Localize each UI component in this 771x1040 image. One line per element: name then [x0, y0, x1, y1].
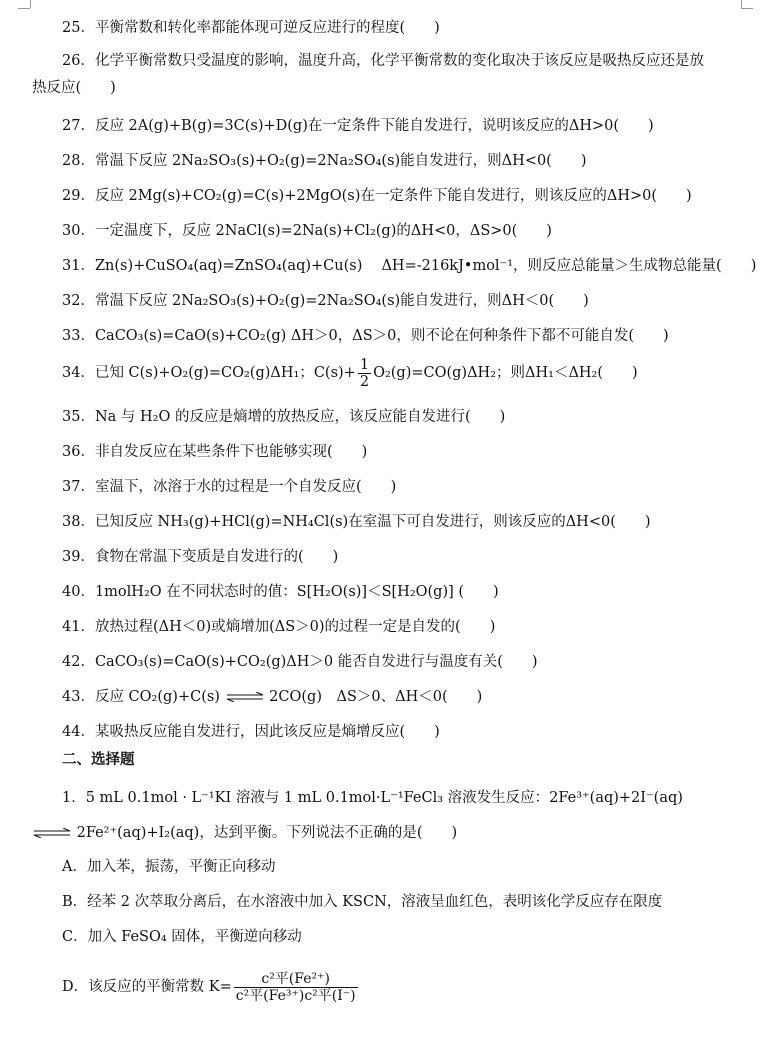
q43-after: 2CO(g) ΔS＞0、ΔH＜0( )	[269, 689, 483, 705]
crop-mark-top-left-h	[18, 8, 30, 9]
question-37: 37．室温下，冰溶于水的过程是一个自发反应( )	[62, 479, 397, 495]
question-30: 30．一定温度下，反应 2NaCl(s)=2Na(s)+Cl₂(g)的ΔH<0，ΔS>0( )	[62, 223, 552, 239]
question-26-cont: 热反应( )	[32, 80, 116, 96]
crop-mark-top-left	[30, 0, 31, 8]
question-43	[62, 687, 482, 707]
crop-mark-top-right	[741, 0, 742, 8]
question-26: 26．化学平衡常数只受温度的影响，温度升高，化学平衡常数的变化取决于该反应是吸热反应还是放	[62, 53, 704, 69]
option-a: A．加入苯，振荡，平衡正向移动	[62, 859, 276, 875]
q43-before: 43．反应 CO₂(g)+C(s)	[62, 689, 220, 705]
fraction-denominator: 2	[359, 373, 370, 390]
q34-after: O₂(g)=CO(g)ΔH₂；则ΔH₁＜ΔH₂( )	[373, 365, 638, 381]
question-41: 41．放热过程(ΔH＜0)或熵增加(ΔS＞0)的过程一定是自发的( )	[62, 619, 496, 635]
fraction-numerator: 1	[359, 356, 370, 373]
question-27: 27．反应 2A(g)+B(g)=3C(s)+D(g)在一定条件下能自发进行，说明该反应的ΔH>0( )	[62, 118, 654, 134]
question-29: 29．反应 2Mg(s)+CO₂(g)=C(s)+2MgO(s)在一定条件下能自发进行，则该反应的ΔH>0( )	[62, 188, 692, 204]
option-c: C．加入 FeSO₄ 固体，平衡逆向移动	[62, 929, 302, 945]
equilibrium-arrow-icon	[32, 828, 72, 838]
question-34	[62, 356, 638, 390]
question-31: 31．Zn(s)+CuSO₄(aq)=ZnSO₄(aq)+Cu(s) ΔH=-216kJ•mol⁻¹，则反应总能量＞生成物总能量( )	[62, 258, 757, 274]
question-42: 42．CaCO₃(s)=CaO(s)+CO₂(g)ΔH＞0 能否自发进行与温度有关( )	[62, 654, 538, 670]
question-25: 25．平衡常数和转化率都能体现可逆反应进行的程度( )	[62, 20, 440, 36]
question-38: 38．已知反应 NH₃(g)+HCl(g)=NH₄Cl(s)在室温下可自发进行，则该反应的ΔH<0( )	[62, 514, 651, 530]
option-d	[62, 962, 360, 1012]
k-denominator: c²平(Fe³⁺)c²平(I⁻)	[235, 987, 356, 1004]
mc1-stem-line2-text: 2Fe²⁺(aq)+I₂(aq)，达到平衡。下列说法不正确的是( )	[76, 825, 458, 841]
question-44: 44．某吸热反应能自发进行，因此该反应是熵增反应( )	[62, 724, 440, 740]
q34-before: 34．已知 C(s)+O₂(g)=CO₂(g)ΔH₁；C(s)+	[62, 365, 356, 381]
question-40: 40．1molH₂O 在不同状态时的值：S[H₂O(s)]＜S[H₂O(g)] ( )	[62, 584, 499, 600]
crop-mark-top-right-h	[741, 8, 753, 9]
question-32: 32．常温下反应 2Na₂SO₃(s)+O₂(g)=2Na₂SO₄(s)能自发进行，则ΔH＜0( )	[62, 293, 589, 309]
option-d-prefix: D．该反应的平衡常数 K=	[62, 979, 232, 995]
question-39: 39．食物在常温下变质是自发进行的( )	[62, 549, 339, 565]
mc1-stem-line2	[32, 823, 457, 843]
half-fraction	[358, 357, 371, 390]
section-title: 二、选择题	[62, 751, 135, 768]
k-numerator: c²平(Fe²⁺)	[234, 971, 358, 988]
option-b: B．经苯 2 次萃取分离后，在水溶液中加入 KSCN，溶液呈血红色，表明该化学反应存在限度	[62, 894, 663, 910]
question-33: 33．CaCO₃(s)=CaO(s)+CO₂(g) ΔH＞0，ΔS＞0，则不论在何种条件下都不可能自发( )	[62, 328, 669, 344]
mc1-stem-line1: 1．5 mL 0.1mol · L⁻¹KI 溶液与 1 mL 0.1mol·L⁻¹FeCl₃ 溶液发生反应：2Fe³⁺(aq)+2I⁻(aq)	[62, 790, 683, 806]
question-28: 28．常温下反应 2Na₂SO₃(s)+O₂(g)=2Na₂SO₄(s)能自发进行，则ΔH<0( )	[62, 153, 587, 169]
equilibrium-constant-fraction	[234, 971, 358, 1004]
equilibrium-arrow-icon	[225, 692, 265, 702]
question-36: 36．非自发反应在某些条件下也能够实现( )	[62, 444, 368, 460]
question-35: 35．Na 与 H₂O 的反应是熵增的放热反应，该反应能自发进行( )	[62, 409, 506, 425]
